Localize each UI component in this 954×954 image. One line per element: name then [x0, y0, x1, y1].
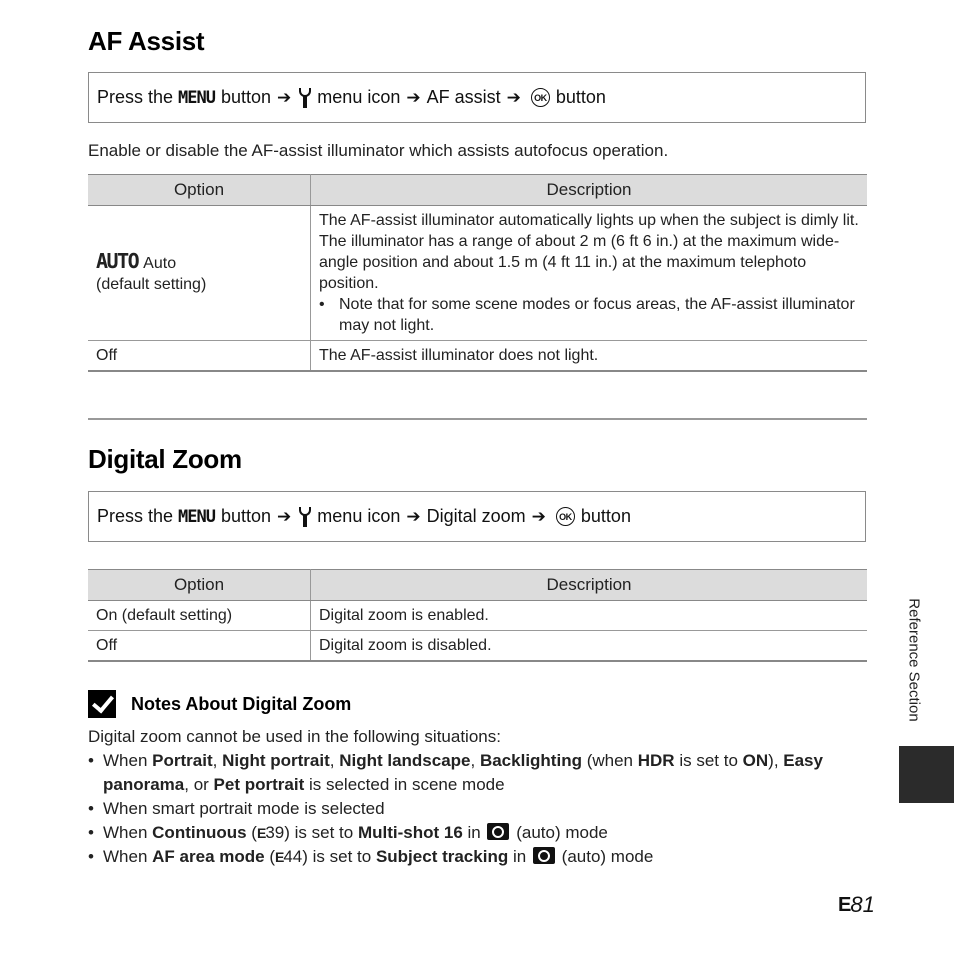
digital-zoom-menu-path	[88, 491, 866, 542]
description-cell: The AF-assist illuminator does not light.	[311, 341, 868, 372]
ok-button-icon: OK	[531, 88, 550, 107]
wrench-icon	[298, 88, 312, 108]
scene-easy-panorama: Easy panorama	[103, 751, 823, 794]
digital-zoom-path-target: Digital zoom	[426, 506, 526, 526]
description-cell: Digital zoom is disabled.	[311, 631, 868, 662]
text: in	[467, 823, 481, 842]
option-cell	[88, 206, 311, 341]
text: (when	[586, 751, 634, 770]
option-label: Auto	[143, 255, 177, 272]
option-cell: On (default setting)	[88, 601, 311, 631]
description-header: Description	[311, 175, 868, 206]
notes-intro: Digital zoom cannot be used in the following situations:	[88, 727, 501, 746]
text: (auto) mode	[561, 847, 654, 866]
text: ) is set to	[284, 823, 354, 842]
list-item: • When Continuous (E39) is set to Multi-shot 16 in (auto) mode	[88, 821, 868, 845]
digital-zoom-title: Digital Zoom	[88, 444, 242, 474]
checkmark-icon	[88, 690, 116, 718]
scene-pet-portrait: Pet portrait	[213, 775, 305, 794]
button-text: button	[580, 506, 631, 526]
text: , or	[184, 775, 209, 794]
menu-button-icon: MENU	[178, 87, 215, 108]
hdr-label: HDR	[637, 751, 675, 770]
scene-backlighting: Backlighting	[479, 751, 582, 770]
text: ) is set to	[302, 847, 372, 866]
button-text: button	[555, 87, 606, 107]
arrow-right-icon: ➔	[277, 87, 292, 107]
ok-button-icon: OK	[556, 507, 575, 526]
text: is selected in scene mode	[308, 775, 505, 794]
option-cell: Off	[88, 341, 311, 372]
description-header: Description	[311, 570, 868, 601]
menu-button-icon: MENU	[178, 506, 215, 527]
arrow-right-icon: ➔	[406, 506, 421, 526]
page-number	[838, 892, 875, 918]
list-item: • When smart portrait mode is selected	[88, 797, 868, 821]
text: When	[103, 823, 148, 842]
arrow-right-icon: ➔	[277, 506, 292, 526]
option-header: Option	[88, 570, 311, 601]
table-header-row	[88, 175, 867, 206]
af-area-mode-label: AF area mode	[152, 847, 265, 866]
press-the-text: Press the	[97, 506, 174, 526]
continuous-label: Continuous	[152, 823, 247, 842]
notes-list	[88, 749, 868, 869]
description-cell	[311, 206, 868, 341]
table-header-row	[88, 570, 867, 601]
af-assist-option-table	[88, 174, 867, 372]
page-reference: 39	[265, 823, 285, 842]
notes-body	[88, 725, 868, 869]
section-divider	[88, 418, 867, 420]
text: When	[103, 751, 148, 770]
page-number-value: 81	[850, 892, 875, 917]
page-reference: 44	[283, 847, 303, 866]
digital-zoom-option-table	[88, 569, 867, 662]
menu-icon-text: menu icon	[317, 87, 401, 107]
option-header: Option	[88, 175, 311, 206]
auto-mode-icon: AUTO	[96, 249, 139, 273]
wrench-icon	[298, 507, 312, 527]
description-cell: Digital zoom is enabled.	[311, 601, 868, 631]
option-default-note: (default setting)	[96, 276, 207, 293]
notes-header	[88, 690, 351, 718]
button-text: button	[221, 87, 272, 107]
text: When	[103, 847, 148, 866]
description-bullet	[319, 294, 859, 336]
text: (auto) mode	[516, 823, 608, 842]
reference-section-icon: E	[256, 825, 266, 841]
reference-section-label: Reference Section	[905, 598, 923, 722]
option-cell: Off	[88, 631, 311, 662]
notes-title: Notes About Digital Zoom	[131, 693, 352, 714]
text: is set to	[679, 751, 738, 770]
section-tab-marker	[899, 746, 954, 803]
on-label: ON	[742, 751, 769, 770]
bullet-text: Note that for some scene modes or focus areas, the AF-assist illuminator may not light.	[339, 296, 855, 334]
af-assist-path-target: AF assist	[426, 87, 501, 107]
button-text: button	[221, 506, 272, 526]
press-the-text: Press the	[97, 87, 174, 107]
table-row	[88, 206, 867, 341]
scene-portrait: Portrait	[152, 751, 213, 770]
description-text: The AF-assist illuminator automatically lights up when the subject is dimly lit. The illuminator has a range of about 2 m (6 ft 6 in.) at the maximum wide-angle position and about 1.5 m (4 ft 11 in.) at the maximum telephoto position.	[319, 212, 859, 292]
menu-icon-text: menu icon	[317, 506, 401, 526]
reference-section-icon: E	[274, 849, 284, 865]
arrow-right-icon: ➔	[506, 87, 521, 107]
camera-icon	[533, 847, 555, 864]
scene-night-landscape: Night landscape	[339, 751, 471, 770]
multishot-label: Multi-shot 16	[357, 823, 463, 842]
list-item: • When AF area mode (E44) is set to Subject tracking in (auto) mode	[88, 845, 868, 869]
text: in	[512, 847, 527, 866]
scene-night-portrait: Night portrait	[222, 751, 330, 770]
list-item: • When Portrait, Night portrait, Night landscape, Backlighting (when HDR is set to ON), Easy panorama, or Pet portrait is selected in scene mode	[88, 749, 868, 797]
arrow-right-icon: ➔	[406, 87, 421, 107]
af-assist-menu-path	[88, 72, 866, 123]
subject-tracking-label: Subject tracking	[375, 847, 509, 866]
reference-section-icon: E	[838, 893, 851, 916]
af-assist-title: AF Assist	[88, 26, 205, 56]
table-row	[88, 601, 867, 631]
bullet-icon: •	[319, 296, 325, 313]
camera-icon	[487, 823, 509, 840]
table-row	[88, 341, 867, 372]
arrow-right-icon: ➔	[531, 506, 546, 526]
table-row	[88, 631, 867, 662]
af-assist-intro: Enable or disable the AF-assist illuminator which assists autofocus operation.	[88, 141, 669, 160]
